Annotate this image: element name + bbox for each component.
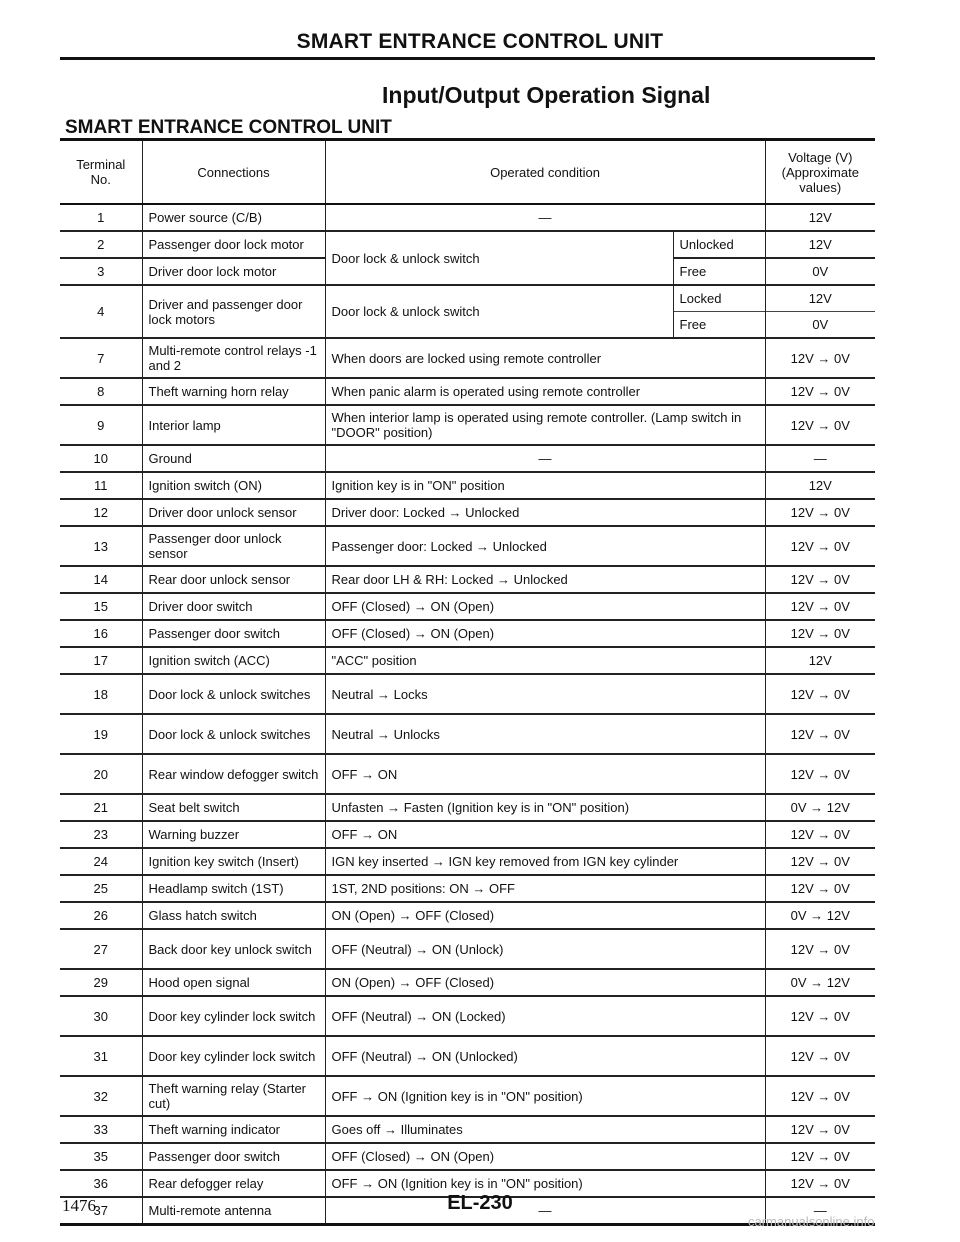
terminal-cell: 30 — [93, 1008, 108, 1024]
operated-cell: Neutral → Locks — [325, 674, 765, 714]
connection-cell: Door lock & unlock switches — [142, 674, 325, 714]
operated-cell: OFF (Neutral) → ON (Locked) — [325, 996, 765, 1036]
connection-cell: Multi-remote control relays -1 and 2 — [142, 338, 325, 378]
voltage-cell: 0V → 12V — [765, 902, 875, 929]
operated-cell: OFF (Neutral) → ON (Unlocked) — [325, 1036, 765, 1076]
terminal-cell: 17 — [93, 653, 108, 668]
operated-cell: OFF (Closed) → ON (Open) — [325, 620, 765, 647]
connection-cell: Theft warning indicator — [142, 1116, 325, 1143]
operated-cell: — — [325, 1197, 765, 1225]
voltage-cell: 12V → 0V — [765, 714, 875, 754]
voltage-cell: — — [765, 1197, 875, 1225]
connection-cell: Headlamp switch (1ST) — [142, 875, 325, 902]
table-row — [60, 929, 875, 969]
terminal-cell: 24 — [93, 854, 108, 869]
operated-cell: OFF → ON (Ignition key is in "ON" position) — [325, 1170, 765, 1197]
operated-cell: Door lock & unlock switch — [325, 231, 673, 285]
table-row — [60, 1116, 875, 1143]
connection-cell: Ignition key switch (Insert) — [142, 848, 325, 875]
voltage-cell: 12V → 0V — [765, 526, 875, 566]
operated-cell: When interior lamp is operated using remote controller. (Lamp switch in "DOOR" position) — [325, 405, 765, 445]
table-row — [60, 794, 875, 821]
terminal-cell: 4 — [97, 304, 105, 319]
table-row — [60, 875, 875, 902]
terminal-cell: 10 — [93, 451, 108, 466]
table-header-row — [60, 140, 875, 205]
connection-cell: Ground — [142, 445, 325, 472]
voltage-cell: 0V — [765, 312, 875, 339]
voltage-cell: 12V → 0V — [765, 1076, 875, 1116]
terminal-cell: 26 — [93, 908, 108, 923]
table-row — [60, 499, 875, 526]
table-row — [60, 1036, 875, 1076]
signal-table-container — [60, 138, 875, 1226]
voltage-cell: 12V → 0V — [765, 1170, 875, 1197]
terminal-cell: 31 — [93, 1048, 108, 1064]
operated-cell: Passenger door: Locked → Unlocked — [325, 526, 765, 566]
table-row — [60, 204, 875, 231]
terminal-cell: 13 — [93, 538, 108, 554]
connection-cell: Driver and passenger door lock motors — [142, 285, 325, 338]
connection-cell: Door lock & unlock switches — [142, 714, 325, 754]
operated-cell: OFF (Closed) → ON (Open) — [325, 1143, 765, 1170]
operated-cell: — — [325, 204, 765, 231]
table-row — [60, 996, 875, 1036]
table-row — [60, 526, 875, 566]
table-row — [60, 674, 875, 714]
table-row — [60, 848, 875, 875]
table-row — [60, 620, 875, 647]
connection-cell: Door key cylinder lock switch — [142, 996, 325, 1036]
operated-cell: Door lock & unlock switch — [325, 285, 673, 338]
connection-cell: Ignition switch (ACC) — [142, 647, 325, 674]
voltage-cell: 12V → 0V — [765, 848, 875, 875]
voltage-cell: 12V → 0V — [765, 620, 875, 647]
terminal-cell: 33 — [93, 1122, 108, 1137]
operated-cell: — — [325, 445, 765, 472]
terminal-cell: 18 — [93, 686, 108, 702]
operated-cell: OFF → ON (Ignition key is in "ON" position) — [325, 1076, 765, 1116]
terminal-cell: 16 — [93, 626, 108, 641]
watermark: carmanualsonline.info — [748, 1214, 875, 1229]
operated-cell: OFF (Neutral) → ON (Unlock) — [325, 929, 765, 969]
terminal-cell: 21 — [93, 800, 108, 815]
connection-cell: Back door key unlock switch — [142, 929, 325, 969]
voltage-cell: 12V → 0V — [765, 378, 875, 405]
operated-cell: Ignition key is in "ON" position — [325, 472, 765, 499]
col-header-connections: Connections — [142, 140, 325, 205]
table-row — [60, 405, 875, 445]
table-row — [60, 821, 875, 848]
voltage-cell: 12V → 0V — [765, 405, 875, 445]
connection-cell: Theft warning relay (Starter cut) — [142, 1076, 325, 1116]
connection-cell: Passenger door switch — [142, 620, 325, 647]
connection-cell: Passenger door switch — [142, 1143, 325, 1170]
voltage-cell: 0V — [765, 258, 875, 285]
operated-cell: OFF → ON — [325, 754, 765, 794]
voltage-cell: 12V — [765, 204, 875, 231]
switch-state-cell: Free — [673, 312, 765, 339]
connection-cell: Hood open signal — [142, 969, 325, 996]
voltage-cell: 12V → 0V — [765, 1143, 875, 1170]
footer-page-code: EL-230 — [447, 1192, 513, 1214]
voltage-cell: 12V → 0V — [765, 929, 875, 969]
connection-cell: Rear defogger relay — [142, 1170, 325, 1197]
voltage-cell: 0V → 12V — [765, 794, 875, 821]
terminal-cell: 11 — [94, 478, 108, 493]
terminal-cell: 25 — [93, 881, 108, 896]
table-row — [60, 472, 875, 499]
table-row — [60, 902, 875, 929]
terminal-cell: 7 — [97, 350, 105, 366]
operated-cell: 1ST, 2ND positions: ON → OFF — [325, 875, 765, 902]
operated-cell: When panic alarm is operated using remote controller — [325, 378, 765, 405]
footer-page-number: 1476 — [62, 1196, 96, 1215]
terminal-cell: 1 — [97, 210, 105, 225]
voltage-cell: 12V → 0V — [765, 1116, 875, 1143]
connection-cell: Rear window defogger switch — [142, 754, 325, 794]
connection-cell: Driver door switch — [142, 593, 325, 620]
voltage-cell: 12V → 0V — [765, 338, 875, 378]
header-rule — [60, 57, 875, 60]
voltage-cell: 12V → 0V — [765, 674, 875, 714]
table-row — [60, 714, 875, 754]
terminal-cell: 8 — [97, 384, 105, 399]
terminal-cell: 36 — [93, 1176, 108, 1191]
col-header-terminal: Terminal No. — [76, 157, 126, 187]
table-row — [60, 338, 875, 378]
operated-cell: IGN key inserted → IGN key removed from IGN key cylinder — [325, 848, 765, 875]
connection-cell: Glass hatch switch — [142, 902, 325, 929]
switch-state-cell: Locked — [673, 285, 765, 312]
switch-state-cell: Free — [673, 258, 765, 285]
operated-cell: ON (Open) → OFF (Closed) — [325, 902, 765, 929]
voltage-cell: 12V → 0V — [765, 1036, 875, 1076]
voltage-cell: 12V → 0V — [765, 996, 875, 1036]
terminal-cell: 3 — [97, 264, 105, 279]
voltage-cell: 12V — [765, 231, 875, 258]
connection-cell: Rear door unlock sensor — [142, 566, 325, 593]
table-row — [60, 1076, 875, 1116]
operated-cell: ON (Open) → OFF (Closed) — [325, 969, 765, 996]
connection-cell: Door key cylinder lock switch — [142, 1036, 325, 1076]
voltage-cell: 12V → 0V — [765, 499, 875, 526]
signal-table — [60, 138, 875, 1226]
operated-cell: "ACC" position — [325, 647, 765, 674]
table-row — [60, 647, 875, 674]
connection-cell: Driver door unlock sensor — [142, 499, 325, 526]
terminal-cell: 37 — [93, 1203, 108, 1218]
operated-cell: Rear door LH & RH: Locked → Unlocked — [325, 566, 765, 593]
operated-cell: Goes off → Illuminates — [325, 1116, 765, 1143]
terminal-cell: 20 — [93, 766, 108, 782]
connection-cell: Warning buzzer — [142, 821, 325, 848]
voltage-cell: 0V → 12V — [765, 969, 875, 996]
voltage-cell: 12V — [765, 285, 875, 312]
terminal-cell: 27 — [93, 941, 108, 957]
table-row — [60, 754, 875, 794]
section-title: SMART ENTRANCE CONTROL UNIT — [65, 117, 392, 138]
connection-cell: Multi-remote antenna — [142, 1197, 325, 1225]
col-header-voltage: Voltage (V) (Approximate values) — [765, 140, 875, 205]
voltage-cell: — — [765, 445, 875, 472]
operated-cell: When doors are locked using remote controller — [325, 338, 765, 378]
terminal-cell: 23 — [93, 827, 108, 842]
terminal-cell: 29 — [93, 975, 108, 990]
table-row — [60, 1143, 875, 1170]
operated-cell: OFF → ON — [325, 821, 765, 848]
page-subtitle: Input/Output Operation Signal — [382, 82, 711, 108]
connection-cell: Ignition switch (ON) — [142, 472, 325, 499]
terminal-cell: 19 — [93, 726, 108, 742]
table-row — [60, 593, 875, 620]
operated-cell: Neutral → Unlocks — [325, 714, 765, 754]
table-row — [60, 566, 875, 593]
page-header-title: SMART ENTRANCE CONTROL UNIT — [296, 30, 664, 53]
terminal-cell: 14 — [93, 572, 108, 587]
terminal-cell: 32 — [93, 1088, 108, 1104]
terminal-cell: 35 — [93, 1149, 108, 1164]
voltage-cell: 12V → 0V — [765, 566, 875, 593]
table-row — [60, 969, 875, 996]
operated-cell: Driver door: Locked → Unlocked — [325, 499, 765, 526]
operated-cell: Unfasten → Fasten (Ignition key is in "ON" position) — [325, 794, 765, 821]
voltage-cell: 12V → 0V — [765, 754, 875, 794]
terminal-cell: 2 — [97, 237, 105, 252]
terminal-cell: 12 — [93, 505, 108, 520]
connection-cell: Driver door lock motor — [142, 258, 325, 285]
connection-cell: Passenger door lock motor — [142, 231, 325, 258]
table-row — [60, 285, 875, 312]
voltage-cell: 12V — [765, 647, 875, 674]
connection-cell: Theft warning horn relay — [142, 378, 325, 405]
voltage-cell: 12V — [765, 472, 875, 499]
connection-cell: Power source (C/B) — [142, 204, 325, 231]
voltage-cell: 12V → 0V — [765, 593, 875, 620]
terminal-cell: 15 — [93, 599, 108, 614]
connection-cell: Passenger door unlock sensor — [142, 526, 325, 566]
table-row — [60, 231, 875, 258]
table-row — [60, 445, 875, 472]
terminal-cell: 9 — [97, 417, 105, 433]
switch-state-cell: Unlocked — [673, 231, 765, 258]
connection-cell: Seat belt switch — [142, 794, 325, 821]
connection-cell: Interior lamp — [142, 405, 325, 445]
col-header-operated: Operated condition — [325, 140, 765, 205]
table-row — [60, 378, 875, 405]
operated-cell: OFF (Closed) → ON (Open) — [325, 593, 765, 620]
voltage-cell: 12V → 0V — [765, 821, 875, 848]
voltage-cell: 12V → 0V — [765, 875, 875, 902]
